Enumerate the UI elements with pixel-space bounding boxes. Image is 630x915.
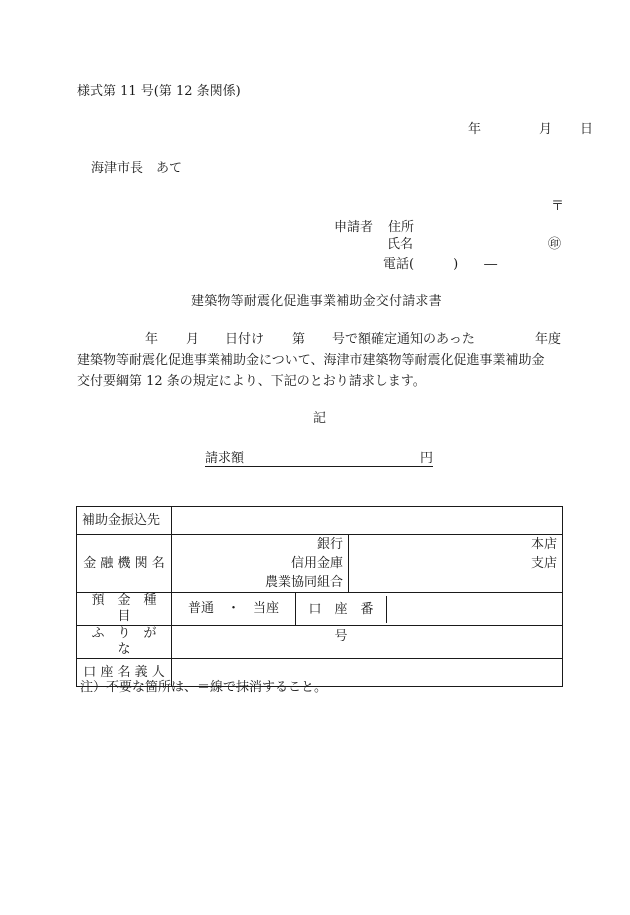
- deposit-type-value[interactable]: 普通 ・ 当座: [172, 593, 296, 626]
- bank-transfer-table: [76, 506, 563, 687]
- zip-mark: 〒: [551, 199, 565, 214]
- holder-label: 口 座 名 義 人: [77, 659, 172, 687]
- seal-mark: ㊞: [548, 237, 562, 252]
- footnote: 注）不要な箇所は、＝線で抹消すること。: [80, 680, 328, 695]
- shinkin-option: 信用金庫: [290, 556, 343, 571]
- branch-option: 支店: [531, 556, 558, 571]
- body-fiscal: 年度: [534, 332, 561, 347]
- document-title: 建築物等耐震化促進事業補助金交付請求書: [191, 294, 442, 309]
- institution-field[interactable]: [172, 535, 349, 593]
- address-label: 住所: [388, 220, 415, 235]
- addressee: 海津市長 あて: [91, 161, 183, 176]
- body-month: 月: [186, 332, 200, 347]
- phone-label: 電話( ) ―: [383, 257, 498, 272]
- institution-row: [77, 535, 563, 593]
- branch-field[interactable]: [349, 535, 563, 593]
- claim-amount-field[interactable]: [205, 451, 433, 467]
- body-line-2: 建築物等耐震化促進事業補助金について、海津市建築物等耐震化促進事業補助金: [77, 353, 545, 368]
- name-label: 氏名: [387, 237, 414, 252]
- transfer-dest-label: 補助金振込先: [77, 507, 172, 535]
- date-day: 日: [580, 122, 594, 137]
- account-no-field[interactable]: [387, 596, 562, 623]
- date-line: [468, 122, 593, 138]
- account-cell: [296, 593, 563, 644]
- deposit-row: [77, 593, 563, 626]
- account-no-label: 口 座 番 号: [296, 596, 387, 623]
- transfer-dest-field[interactable]: [172, 507, 563, 535]
- furigana-label: ふ り が な: [77, 626, 172, 659]
- nokyo-option: 農業協同組合: [264, 575, 343, 590]
- claim-label: 請求額: [205, 451, 245, 466]
- transfer-row: [77, 507, 563, 535]
- body-line-3: 交付要綱第 12 条の規定により、下記のとおり請求します。: [77, 374, 426, 389]
- furigana-field[interactable]: [172, 626, 563, 659]
- head-office-option: 本店: [531, 537, 558, 552]
- ki-heading: 記: [313, 411, 327, 426]
- date-month: 月: [539, 122, 553, 137]
- furigana-row: [77, 626, 563, 659]
- deposit-type-label: 預 金 種 目: [77, 593, 172, 626]
- body-date: 日付け: [225, 332, 265, 347]
- body-no: 第: [292, 332, 306, 347]
- body-year: 年: [145, 332, 159, 347]
- applicant-label: 申請者: [334, 220, 374, 235]
- body-text: 号で額確定通知のあった: [332, 332, 475, 347]
- date-year: 年: [468, 122, 482, 137]
- bank-option: 銀行: [316, 537, 343, 552]
- claim-unit: 円: [419, 451, 433, 466]
- form-number: 様式第 11 号(第 12 条関係): [77, 84, 241, 99]
- institution-label: 金 融 機 関 名: [77, 535, 172, 593]
